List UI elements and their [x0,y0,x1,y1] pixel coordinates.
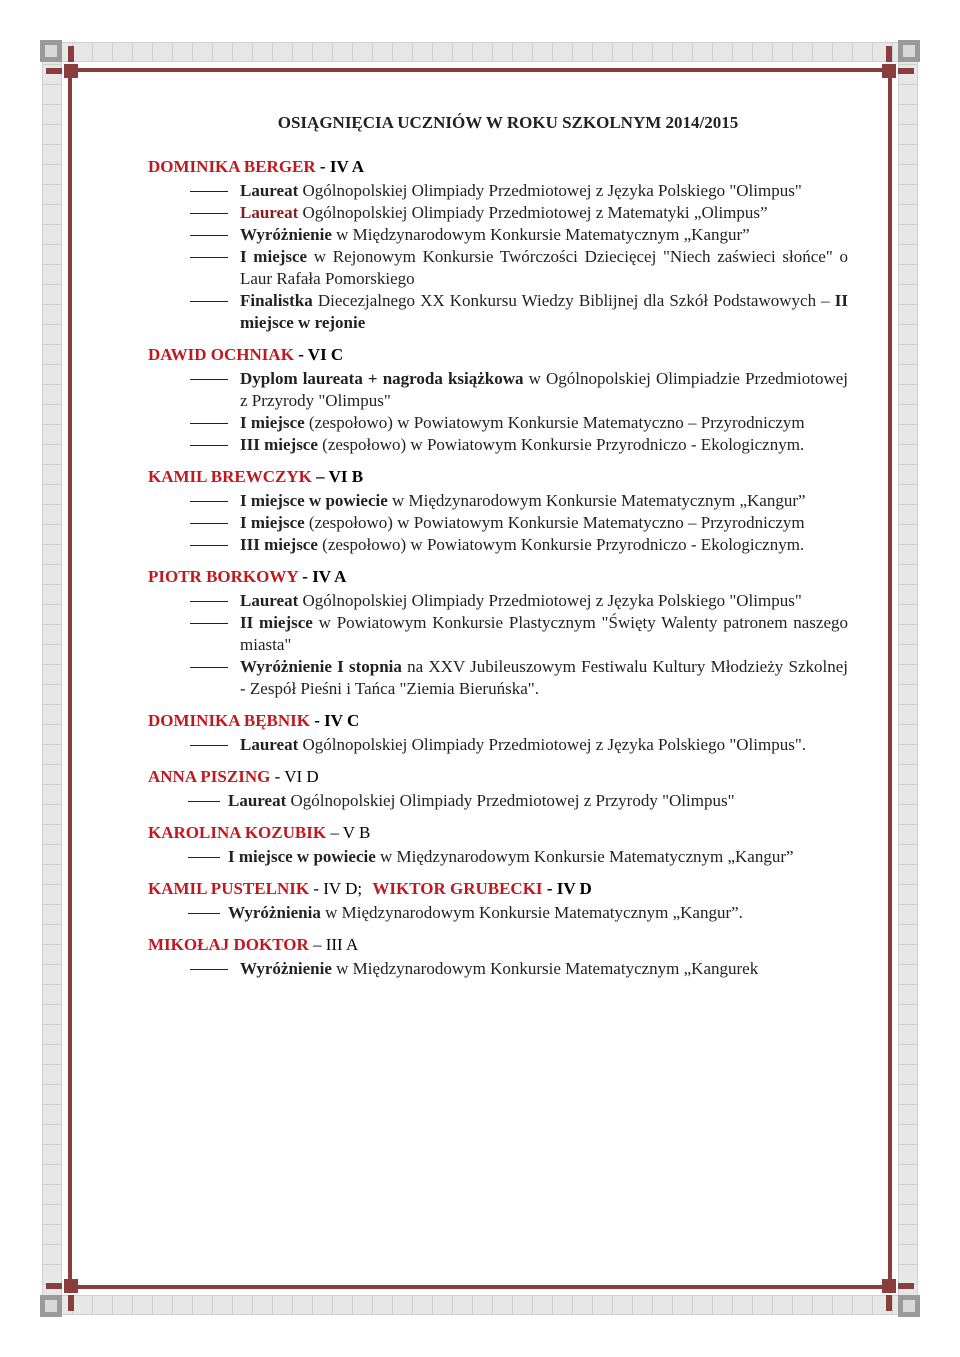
student-class: - VI C [293,345,344,364]
student-heading [148,566,848,588]
achievement-item: Wyróżnienie w Międzynarodowym Konkursie Matematycznym „Kangur” [148,224,848,246]
achievement-item: Laureat Ogólnopolskiej Olimpiady Przedmiotowej z Języka Polskiego "Olimpus" [148,180,848,202]
frame-corner-ornament [40,40,84,84]
student-heading [148,344,848,366]
student-class: – III A [308,935,359,954]
student-heading [148,934,848,956]
student-heading [148,766,848,788]
achievement-item: II miejsce w Powiatowym Konkursie Plastycznym "Święty Walenty patronem naszego miasta" [148,612,848,656]
student-block [148,466,848,556]
frame-corner-ornament [40,1273,84,1317]
student-class: - VI D [270,767,319,786]
achievement-item: Wyróżnienia w Międzynarodowym Konkursie Matematycznym „Kangur”. [148,902,848,924]
achievement-item: I miejsce (zespołowo) w Powiatowym Konkursie Matematyczno – Przyrodniczym [148,412,848,434]
student-heading [148,156,848,178]
document-body [148,112,848,990]
student-class: - IV A [315,157,365,176]
achievement-item: Finalistka Diecezjalnego XX Konkursu Wiedzy Biblijnej dla Szkół Podstawowych – II miejsce w rejonie [148,290,848,334]
student-name: PIOTR BORKOWY [148,567,299,586]
student-name: WIKTOR GRUBECKI [372,879,543,898]
achievement-item: Wyróżnienie I stopnia na XXV Jubileuszowym Festiwalu Kultury Młodzieży Szkolnej - Zespół Pieśni i Tańca "Ziemia Bieruńska". [148,656,848,700]
achievement-item: Wyróżnienie w Międzynarodowym Konkursie Matematycznym „Kangurek [148,958,848,980]
student-block [148,344,848,456]
student-class: – V B [326,823,371,842]
student-block [148,156,848,334]
student-block [148,878,848,924]
student-heading [148,466,848,488]
student-block [148,566,848,700]
frame-line-top [70,68,890,72]
frame-band-top [52,42,908,62]
student-name: KAROLINA KOZUBIK [148,823,327,842]
achievement-item: I miejsce (zespołowo) w Powiatowym Konkursie Matematyczno – Przyrodniczym [148,512,848,534]
student-block [148,822,848,868]
student-name: KAMIL PUSTELNIK [148,879,310,898]
student-block [148,766,848,812]
frame-corner-ornament [876,40,920,84]
frame-band-right [898,52,918,1305]
student-class: - IV D [542,879,592,898]
student-heading [148,710,848,732]
achievement-item: Laureat Ogólnopolskiej Olimpiady Przedmiotowej z Matematyki „Olimpus” [148,202,848,224]
student-class: - IV D; [309,879,363,898]
frame-band-bottom [52,1295,908,1315]
achievement-item: III miejsce (zespołowo) w Powiatowym Konkursie Przyrodniczo - Ekologicznym. [148,434,848,456]
student-heading [148,878,848,900]
frame-line-right [888,70,892,1287]
achievement-item: Dyplom laureata + nagroda książkowa w Ogólnopolskiej Olimpiadzie Przedmiotowej z Przyrody "Olimpus" [148,368,848,412]
student-name: MIKOŁAJ DOKTOR [148,935,309,954]
student-class: – VI B [311,467,364,486]
student-block [148,934,848,980]
student-name: DAWID OCHNIAK [148,345,294,364]
student-class: - IV A [298,567,347,586]
achievement-item: I miejsce w powiecie w Międzynarodowym Konkursie Matematycznym „Kangur” [148,846,848,868]
frame-line-bottom [70,1285,890,1289]
page-title: OSIĄGNIĘCIA UCZNIÓW W ROKU SZKOLNYM 2014/2015 [277,113,739,132]
achievement-item: I miejsce w Rejonowym Konkursie Twórczości Dziecięcej "Niech zaświeci słońce" o Laur Rafała Pomorskiego [148,246,848,290]
achievement-item: Laureat Ogólnopolskiej Olimpiady Przedmiotowej z Języka Polskiego "Olimpus" [148,590,848,612]
achievement-item: Laureat Ogólnopolskiej Olimpiady Przedmiotowej z Języka Polskiego "Olimpus". [148,734,848,756]
achievement-item: Laureat Ogólnopolskiej Olimpiady Przedmiotowej z Przyrody "Olimpus" [148,790,848,812]
student-block [148,710,848,756]
student-name: ANNA PISZING [148,767,271,786]
achievement-item: I miejsce w powiecie w Międzynarodowym Konkursie Matematycznym „Kangur” [148,490,848,512]
student-name: DOMINIKA BERGER [148,157,316,176]
frame-corner-ornament [876,1273,920,1317]
achievement-item: III miejsce (zespołowo) w Powiatowym Konkursie Przyrodniczo - Ekologicznym. [148,534,848,556]
frame-band-left [42,52,62,1305]
student-class: - IV C [310,711,360,730]
student-name: DOMINIKA BĘBNIK [148,711,310,730]
student-name: KAMIL BREWCZYK [148,467,312,486]
student-heading [148,822,848,844]
frame-line-left [68,70,72,1287]
